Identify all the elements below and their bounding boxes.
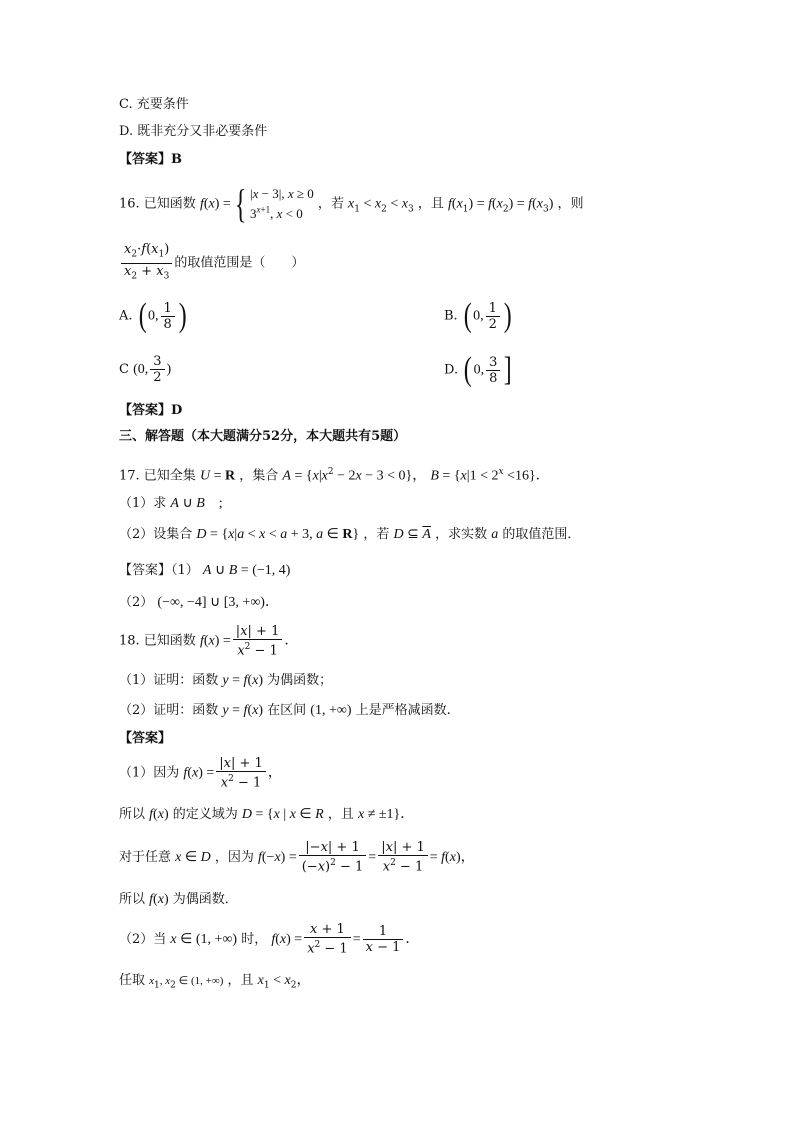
option-c-15: C. 充要条件 bbox=[119, 97, 189, 112]
solution-18-line1: （1）因为 f(x) = $\frac{|x| + 1}{x^2 - 1}$ ， bbox=[119, 756, 282, 791]
question-18-part1: （1）证明：函数 y = f(x) 为偶函数； bbox=[119, 673, 333, 688]
question-18: 18. 已知函数 f(x) = $\frac{|x| + 1}{x^2 - 1}$ ． bbox=[119, 624, 299, 659]
answer-15: 【答案】B bbox=[119, 152, 182, 167]
option-c-16: C (0, $\frac{3}{2}$ ) bbox=[119, 354, 172, 385]
answer-17-part1: 【答案】（1） A ∪ B = (−1, 4) bbox=[119, 563, 291, 578]
solution-18-line3: 对于任意 x ∈ D ，因为 f(−x) = $\frac{|-x| + 1}{(-x)^2 - 1}$ = $\frac{|x| + 1}{x^2 - 1}$ = f(x)， bbox=[119, 840, 475, 875]
solution-18-line5: （2）当 x ∈ (1, +∞) 时， f(x) = $\frac{x + 1}{x^2 - 1}$ = $\frac{1}{x - 1}$ ． bbox=[119, 922, 420, 957]
solution-18-line2: 所以 f(x) 的定义域为 D = {x | x ∈ R ，且 x ≠ ±1}． bbox=[119, 807, 415, 822]
question-16-tail: $\frac{x_2\cdot f(x_1)}{x_2 + x_3}$ 的取值范围是（ ） bbox=[119, 242, 304, 284]
question-17-part2: （2）设集合 D = {x|a < x < a + 3, a ∈ R} ，若 D ⊆ $\overline{A}$ ，求实数 a 的取值范围． bbox=[119, 527, 581, 542]
option-a-16: A. ( 0, $\frac{1}{8}$ ) bbox=[119, 297, 187, 334]
question-18-part2: （2）证明：函数 y = f(x) 在区间 (1, +∞) 上是严格减函数. bbox=[119, 703, 451, 718]
option-d-16: D. ( 0, $\frac{3}{8}$ ] bbox=[444, 351, 512, 388]
answer-17-part2: （2） (−∞, −4] ∪ [3, +∞)． bbox=[119, 595, 279, 610]
answer-16: 【答案】D bbox=[119, 403, 183, 418]
solution-18-line6: 任取 $x_1$, $x_2$ ∈ (1, +∞) ，且 $x_1 < x_2$， bbox=[119, 973, 311, 991]
answer-18: 【答案】 bbox=[119, 731, 172, 746]
question-17-part1: （1）求 A ∪ B ; bbox=[119, 496, 223, 511]
section-heading: 三、解答题（本大题满分52分，本大题共有5题） bbox=[119, 429, 407, 444]
solution-18-line4: 所以 f(x) 为偶函数． bbox=[119, 892, 238, 907]
option-d-15: D. 既非充分又非必要条件 bbox=[119, 124, 268, 139]
question-16: 16. 已知函数 f(x) ={ |x − 3|, x ≥ 0 $3^{x+1}$, x < 0 ，若 $x_1 < x_2 < x_3$ ，且 $f(x_1) = f(x_2) = f(x_3)$ ，则 bbox=[119, 181, 584, 227]
question-17: 17. 已知全集 U = R ，集合 $A = \{x|x^2 - 2x - 3 < 0\}$， $B = \{x|1 < 2^x <16\}$． bbox=[119, 467, 550, 484]
option-b-16: B. ( 0, $\frac{1}{2}$ ) bbox=[444, 297, 512, 334]
